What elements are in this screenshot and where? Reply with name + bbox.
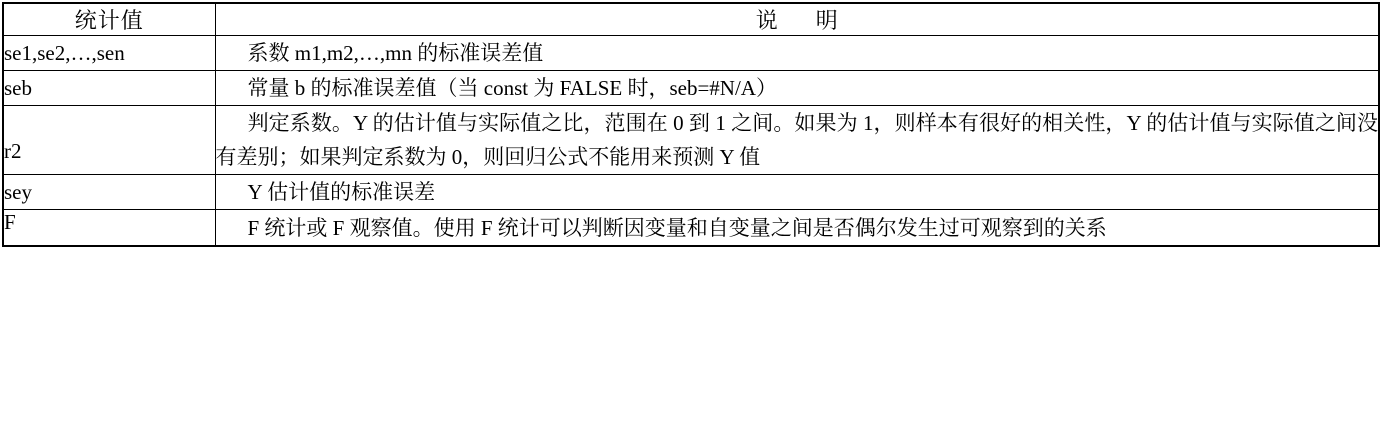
- statistics-description-table: [2, 2, 1380, 247]
- table-row: [3, 71, 1379, 106]
- header-description-part1: 说: [755, 8, 778, 33]
- row-key: sey: [3, 175, 215, 210]
- row-key: se1,se2,…,sen: [3, 36, 215, 71]
- row-description: [215, 36, 1379, 71]
- row-key: r2: [3, 106, 215, 175]
- header-description-part2: 明: [815, 8, 838, 33]
- row-description: [215, 210, 1379, 247]
- document-page: [0, 2, 1382, 442]
- row-description-text: F 统计或 F 观察值。使用 F 统计可以判断因变量和自变量之间是否偶尔发生过可观察到的关系: [247, 215, 1107, 240]
- table-header-row: [3, 3, 1379, 36]
- table-row: [3, 106, 1379, 175]
- row-key: F: [3, 210, 215, 247]
- row-description-text: 系数 m1,m2,…,mn 的标准误差值: [247, 41, 544, 65]
- row-description: [215, 71, 1379, 106]
- row-description-text: 判定系数。Y 的估计值与实际值之比，范围在 0 到 1 之间。如果为 1，则样本有很好的相关性，Y 的估计值与实际值之间没有差别；如果判定系数为 0，则回归公式不能用来预测 Y 值: [215, 111, 1378, 170]
- table-row: [3, 210, 1379, 247]
- row-description: [215, 175, 1379, 210]
- row-key: seb: [3, 71, 215, 106]
- table-row: [3, 175, 1379, 210]
- row-description: [215, 106, 1379, 175]
- header-cell-statistic: 统计值: [3, 3, 215, 36]
- header-cell-description: [215, 3, 1379, 36]
- table-row: [3, 36, 1379, 71]
- row-description-text: 常量 b 的标准误差值（当 const 为 FALSE 时，seb=#N/A）: [247, 76, 777, 101]
- row-description-text: Y 估计值的标准误差: [247, 180, 436, 205]
